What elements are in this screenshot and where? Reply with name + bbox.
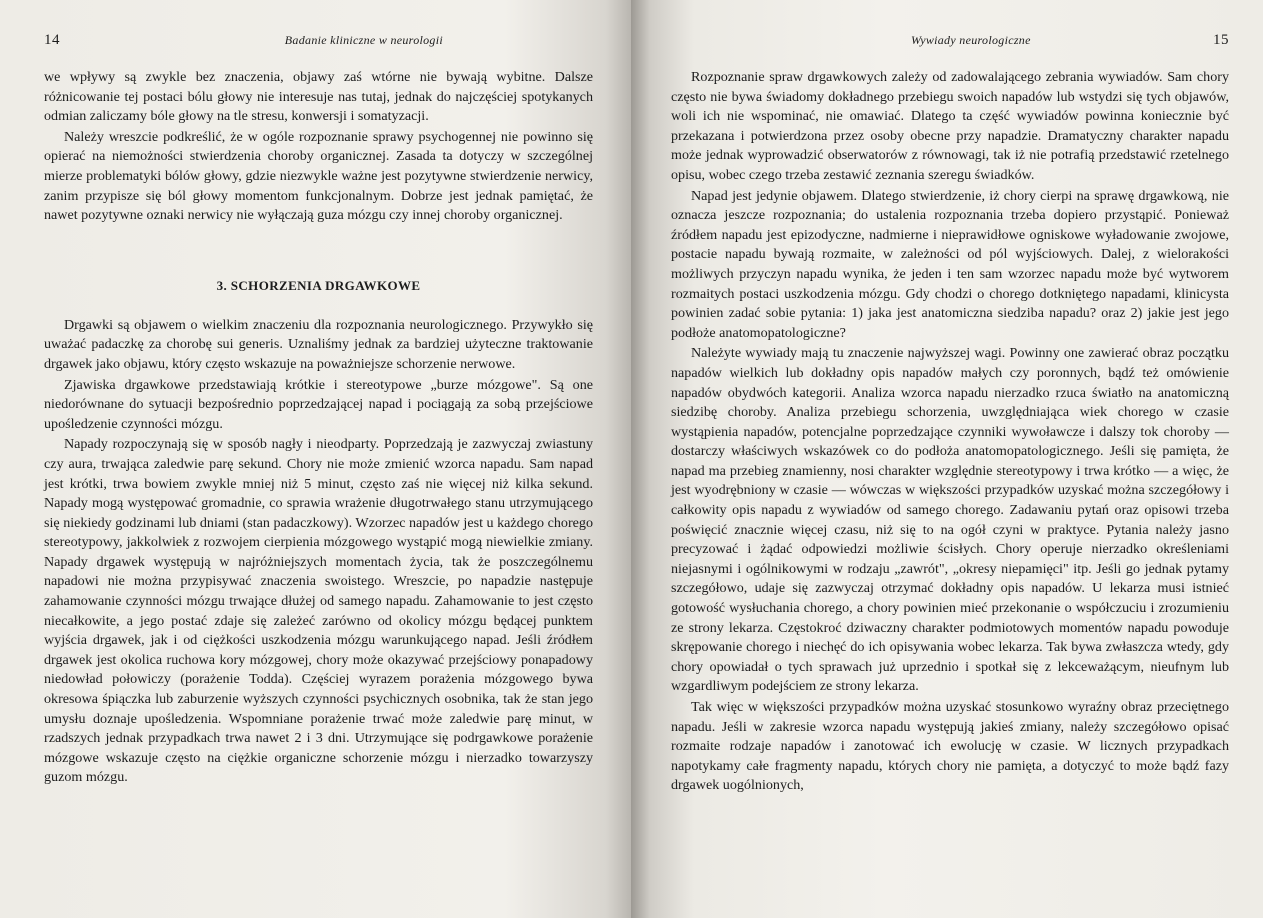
right-running-head — [671, 32, 1229, 54]
left-paragraph: Zjawiska drgawkowe przedstawiają krótkie i stereotypowe „burze mózgowe". Są one niedorównane do sytuacji bezpośrednio poprzedzającej napad i pociągają za sobą przejściowe upośledzenie czynności mózgu. — [44, 376, 593, 432]
left-paragraph: we wpływy są zwykle bez znaczenia, objawy zaś wtórne nie bywają wybitne. Dalsze różnicowanie tej postaci bólu głowy nie interesuje nas tutaj, jednak do najczęściej spotykanych odmian zaliczamy bóle głowy na tle stresu, konwersji i somatyzacji. — [44, 69, 593, 125]
left-page — [0, 0, 631, 918]
right-page-number: 15 — [1213, 32, 1229, 48]
left-paragraph: Napady rozpoczynają się w sposób nagły i nieodparty. Poprzedzają je zazwyczaj zwiastuny czy aura, trwająca zaledwie parę sekund. Chory nie może zmienić wzorca napadu. Sam napad jest krótki, trwa bowiem zwykle mniej niż 5 minut, często zaś nie więcej niż kilka sekund. Napady mogą występować gromadnie, co sprawia wrażenie długotrwałego stanu utrzymującego się niekiedy godzinami lub dniami (stan padaczkowy). Wzorzec napadów jest u każdego chorego stereotypowy, jakkolwiek z rozwojem cierpienia mózgowego wystąpić mogą niewielkie zmiany. Napady drgawek występują w najróżniejszych momentach życia, tak że poszczególnemu napadowi nie można przypisywać znaczenia swoistego. Wreszcie, po napadzie następuje zahamowanie czynności mózgu trwające dłużej od samego napadu. Zahamowanie to jest często niecałkowite, a jego postać zdaje się zależeć zarówno od okolicy mózgu będącej punktem wyjścia drgawek, jak i od ciężkości uszkodzenia mózgu warunkującego napad. Jeśli źródłem drgawek jest okolica ruchowa kory mózgowej, chory może okazywać przejściowy ponapadowy niedowład połowiczy (porażenie Todda). Częściej wyrazem porażenia mózgowego bywa okresowa śpiączka lub zaburzenie wyższych czynności psychicznych osobnika, tak że stan jego umysłu doznaje upośledzenia. Wspomniane porażenie trwać może zaledwie parę minut, w rzadszych jednak przypadkach trwa nawet 2 i 3 dni. Utrzymujące się podrgawkowe porażenie mózgowe wskazuje często na ciężkie organiczne schorzenie mózgu i nierzadko towarzyszy guzom mózgu. — [44, 436, 593, 786]
right-paragraph: Rozpoznanie spraw drgawkowych zależy od zadowalającego zebrania wywiadów. Sam chory często nie bywa świadomy dokładnego przebiegu swoich napadów lub wstydzi się tych objawów, woli ich nie wspominać, nie omawiać. Dlatego ta część wywiadów powinna koniecznie być przekazana i potwierdzona przez osoby obecne przy napadzie. Dramatyczny charakter napadu może jednak wyprowadzić obserwatorów z równowagi, tak iż nie potrafią przedstawić rzetelnego opisu, wobec czego trzeba zestawić zeznania szeregu świadków. — [671, 69, 1229, 183]
left-running-title: Badanie kliniczne w neurologii — [284, 33, 443, 47]
right-page — [631, 0, 1263, 918]
right-paragraph: Należyte wywiady mają tu znaczenie najwyższej wagi. Powinny one zawierać obraz początku napadów wielkich lub dokładny opis napadów małych czy poronnych, bądź też omówienie napadów obydwóch kategorii. Analiza wzorca napadu nierzadko rzuca światło na anatomiczną siedzibę choroby. Analiza przebiegu schorzenia, uwzględniająca wiek chorego w czasie wystąpienia napadów, potencjalne poprzedzające czynniki wywoławcze i dalszy tok choroby — dostarczy właściwych wskazówek co do podłoża anatomopatologicznego. Jeśli się pamięta, że napad ma przebieg znamienny, nosi charakter względnie stereotypowy i trwa krótko — a więc, że jest wyodrębniony w czasie — wówczas w większości przypadków uzyskać można szczegółowy i całkowity opis napadu z wywiadów od samego chorego. Zadawaniu pytań oraz opisowi trzeba poświęcić znacznie więcej czasu, niż się to na ogół czyni w praktyce. Pytania należy jasno precyzować i żądać odpowiedzi możliwie ścisłych. Chory operuje nierzadko określeniami niejasnymi i ogólnikowymi w rodzaju „zawrót", „okresy niepamięci" itp. Jeśli go jednak pytamy szczegółowo, udaje się zazwyczaj otrzymać dokładny opis napadów. U lekarza musi istnieć gotowość wysłuchania chorego, a chory powinien mieć przekonanie o współczuciu i zrozumieniu ze strony lekarza. Częstokroć dziwaczny charakter podmiotowych momentów napadu powoduje skrępowanie chorego i niechęć do ich opisywania wobec lekarza. Tak bywa zwłaszcza wtedy, gdy chory opowiadał o tych sprawach już uprzednio i spotkał się z lekceważącym, nieufnym lub wzgardliwym podejściem ze strony lekarza. — [671, 345, 1229, 695]
left-paragraph: Należy wreszcie podkreślić, że w ogóle rozpoznanie sprawy psychogennej nie powinno się opierać na niemożności stwierdzenia choroby organicznej. Zasada ta dotyczy w szczególnej mierze problematyki bólów głowy, gdzie niezwykle ważne jest pozytywne stwierdzenie nerwicy, zanim przypisze się ból głowy momentom funkcjonalnym. Dobrze jest jednak pamiętać, że nawet pozytywne oznaki nerwicy nie wyłączają guza mózgu czy innej choroby organicznej. — [44, 128, 593, 224]
right-running-title: Wywiady neurologiczne — [911, 33, 1031, 47]
right-paragraph: Tak więc w większości przypadków można uzyskać stosunkowo wyraźny obraz przeciętnego napadu. Jeśli w zakresie wzorca napadu występują jakieś zmiany, należy szczegółowo opisać rozmaite rodzaje napadów i zanotować ich ewolucję w czasie. W licznych przypadkach napotykamy całe fragmenty napadu, których chory nie pamięta, a dotyczyć to może bądź fazy drgawek uogólnionych, — [671, 699, 1229, 794]
section-heading: 3. SCHORZENIA DRGAWKOWE — [216, 277, 421, 293]
left-page-number: 14 — [44, 32, 60, 48]
right-paragraph: Napad jest jedynie objawem. Dlatego stwierdzenie, iż chory cierpi na sprawę drgawkową, nie oznacza jeszcze rozpoznania; do ustalenia rozpoznania trzeba dopiero przystąpić. Ponieważ źródłem napadu jest epizodyczne, nadmierne i nieprawidłowe ogniskowe wyładowanie zwojowe, postacie napadu bywają rozmaite, w zależności od pól wyjściowych. Dalej, z wielorakości możliwych przyczyn napadu wynika, że jeden i ten sam wzorzec napadu może być wytworem rozmaitych postaci uszkodzenia mózgu. Gdy chodzi o chorego dotkniętego napadami, klinicysta powinien zadać sobie pytania: 1) jaka jest anatomiczna siedziba napadu? oraz 2) jakie jest jego podłoże anatomopatologiczne? — [671, 187, 1229, 341]
left-running-head — [44, 32, 593, 54]
left-paragraph: Drgawki są objawem o wielkim znaczeniu dla rozpoznania neurologicznego. Przywykło się uważać padaczkę za chorobę sui generis. Uznaliśmy jednak za bardziej użyteczne traktowanie drgawek jako objawu, który często wskazuje na poważniejsze schorzenie nerwowe. — [44, 316, 593, 372]
